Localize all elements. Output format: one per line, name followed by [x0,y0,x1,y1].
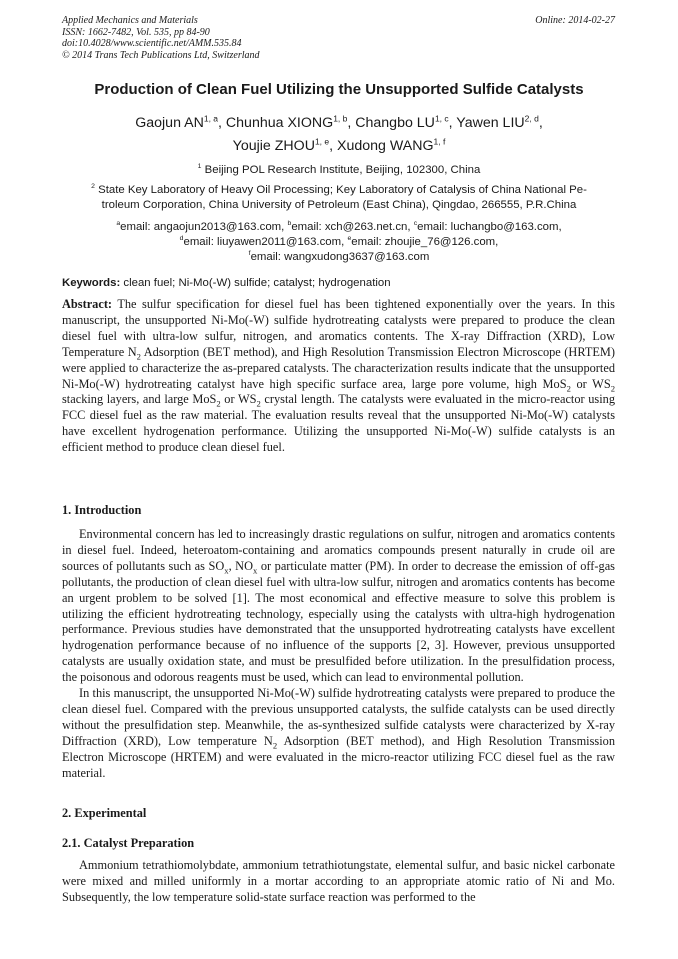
email-sup: d [179,235,184,243]
paper-title: Production of Clean Fuel Utilizing the Unsupported Sulfide Catalysts [94,81,584,98]
email-sup: c [413,220,418,228]
journal-header [62,15,260,61]
introduction-paragraph-1 [62,527,615,686]
author-sup: 1, c [434,113,449,124]
author-name: Xudong WANG [337,138,434,154]
paragraph-text: Environmental concern has led to increasingly drastic regulations on sulfur, nitrogen and aromatics contents in diesel fuel. Indeed, heteroatom-containing and aromatics compounds present naturally in crude oil are sources of pollutants such as SO [62,527,615,573]
email-text: email: wangxudong3637@163.com [250,251,430,263]
email-block [62,220,616,265]
paragraph-text: , NO [228,558,254,573]
subscript: 2 [216,398,221,409]
subscript: 2 [566,383,571,393]
experimental-paragraph-1: Ammonium tetrathiomolybdate, ammonium tetrathiotungstate, elemental sulfur, and basic nickel carbonate were mixed and milled uniformly in a mortar according to an appropriate atomic ratio of Ni and Mo. Subsequently, the low temperature solid-state surface reaction was performed to the [62,858,615,904]
affiliation-line: troleum Corporation, China University of Petroleum (East China), Qingdao, 266555, P.R.China [101,199,577,211]
author-list [40,112,638,158]
abstract-text: Adsorption (BET method), and High Resolution Transmission Electron Microscope (HRTEM) were applied to characterize the as-prepared catalysts. The characterization results indicate that the unsupported Ni-Mo(-W) hydrotreating catalyst have high specific surface area, large pore volume, high MoS [62,344,615,391]
abstract-text: The sulfur specification for diesel fuel has been tightened exponentially over the years. In this manuscript, the unsupported Ni-Mo(-W) sulfide hydrotreating catalysts were prepared to produce the clean diesel fuel with ultra-low sulfur, nitrogen, and aromatics contents. The X-ray Diffraction (XRD), Low Temperature N [62,297,615,359]
online-date: Online: 2014-02-27 [535,15,615,26]
doi-line: doi:10.4028/www.scientific.net/AMM.535.84 [62,38,242,49]
subscript: 2 [256,398,261,409]
paragraph-text: In this manuscript, the unsupported Ni-Mo(-W) sulfide hydrotreating catalysts were prepared to produce the clean diesel fuel. Compared with the previous unsupported catalysts, the sulfide catalysts can be used directly without the presulfidation step. Meanwhile, the as-synthesized sulfide catalysts were characterized by X-ray Diffraction (XRD), Low temperature N [62,686,615,748]
section-heading-introduction: 1. Introduction [62,503,142,517]
email-sup: e [347,235,352,243]
section-heading-experimental: 2. Experimental [62,806,147,820]
copyright-line: © 2014 Trans Tech Publications Ltd, Switzerland [62,49,260,61]
keywords-text: clean fuel; Ni-Mo(-W) sulfide; catalyst; hydrogenation [120,277,391,289]
paragraph-text: or particulate matter (PM). In order to decrease the emission of off-gas pollutants, the production of clean diesel fuel with ultra-low sulfur, nitrogen and aromatics contents has become an urgent problem to be solved [1]. The most economical and effective measure to solve this problem is utilizing the efficient hydrotreating technology, especially using the catalysts with ultra-high hydrogenation performance. Previous studies have demonstrated that the unsupported hydrotreating catalysts have excellent hydrogenation performance because of no influence of the supports [2, 3]. However, previous unsupported catalysts are usually oxidation state, and must be presulfided before utilization. In the presulfidation process, the poisonous and odorous reagents must be used, which can lead to environmental pollution. [62,558,615,685]
email-text: email: liuyawen2011@163.com, [183,236,348,248]
subscript: 2 [136,351,141,362]
author-sup: 1, f [433,136,446,147]
abstract [62,297,615,456]
subscript: 2 [272,740,278,751]
author-sup: 1, b [333,113,348,124]
affiliation-1 [62,163,616,178]
paragraph-text: Adsorption (BET method), and High Resolution Transmission Electron Microscope (HRTEM) and were evaluated in the micro-reactor utilizing FCC diesel fuel as the raw material. [62,733,615,780]
experimental-body [62,858,615,906]
keywords [62,277,391,289]
introduction-body [62,527,615,782]
author-sup: 1, e [314,136,330,147]
email-line-1 [62,220,616,235]
author-line-1: Gaojun AN$^{1, a}$, Chunhua XIONG$^{1, b}$, Changbo LU$^{1, c}$, Yawen LIU$^{2, d}$, [135,113,543,131]
subsection-heading-catalyst-preparation: 2.1. Catalyst Preparation [62,836,195,850]
abstract-label: Abstract: [62,297,113,311]
email-text: email: luchangbo@163.com, [417,221,562,233]
email-text: email: angaojun2013@163.com, [120,221,288,233]
author-name: Gaojun AN [135,115,204,131]
abstract-text: stacking layers, and large MoS [62,392,217,407]
subscript: 2 [610,383,616,393]
author-sup: 1, a [203,113,219,124]
subscript: x [224,565,229,576]
affiliation-2 [62,183,616,213]
journal-name: Applied Mechanics and Materials [62,15,198,26]
author-name: Youjie ZHOU [232,138,315,154]
affiliation-sup: 2 [91,183,95,191]
email-sup: b [287,220,292,228]
email-text: email: xch@263.net.cn, [291,221,414,233]
abstract-text: crystal length. The catalysts were evaluated in the micro-reactor using FCC diesel fuel as the raw material. The evaluation results reveal that the unsupported Ni-Mo(-W) catalysts have excellent hydrogenation performance. Utilizing the unsupported Ni-Mo(-W) sulfide catalysts is an efficient method to produce clean diesel fuel. [62,392,615,455]
abstract-text: or WS [220,392,257,407]
email-text: email: zhoujie_76@126.com, [351,236,499,248]
email-line-2 [62,235,616,250]
email-sup: f [248,250,251,258]
affiliation-text: State Key Laboratory of Heavy Oil Processing; Key Laboratory of Catalysis of China National Pe- [98,184,587,196]
affiliation-sup: 1 [197,163,202,171]
keywords-label: Keywords: [62,277,121,289]
issn-line: ISSN: 1662-7482, Vol. 535, pp 84-90 [62,26,210,38]
affiliation-text: Beijing POL Research Institute, Beijing, 102300, China [204,164,481,176]
author-name: Yawen LIU [456,115,525,131]
email-line-3 [62,250,616,265]
email-sup: a [116,220,121,228]
author-name: Chunhua XIONG [225,115,334,131]
author-name: Changbo LU [355,115,435,131]
subscript: x [253,565,258,576]
affiliation-line [62,183,616,198]
abstract-paragraph [62,297,615,456]
abstract-text: or WS [570,376,611,391]
introduction-paragraph-2 [62,686,615,781]
author-sup: 2, d [524,113,539,124]
author-line-2: Youjie ZHOU$^{1, e}$, Xudong WANG$^{1, f}$ [232,136,446,154]
